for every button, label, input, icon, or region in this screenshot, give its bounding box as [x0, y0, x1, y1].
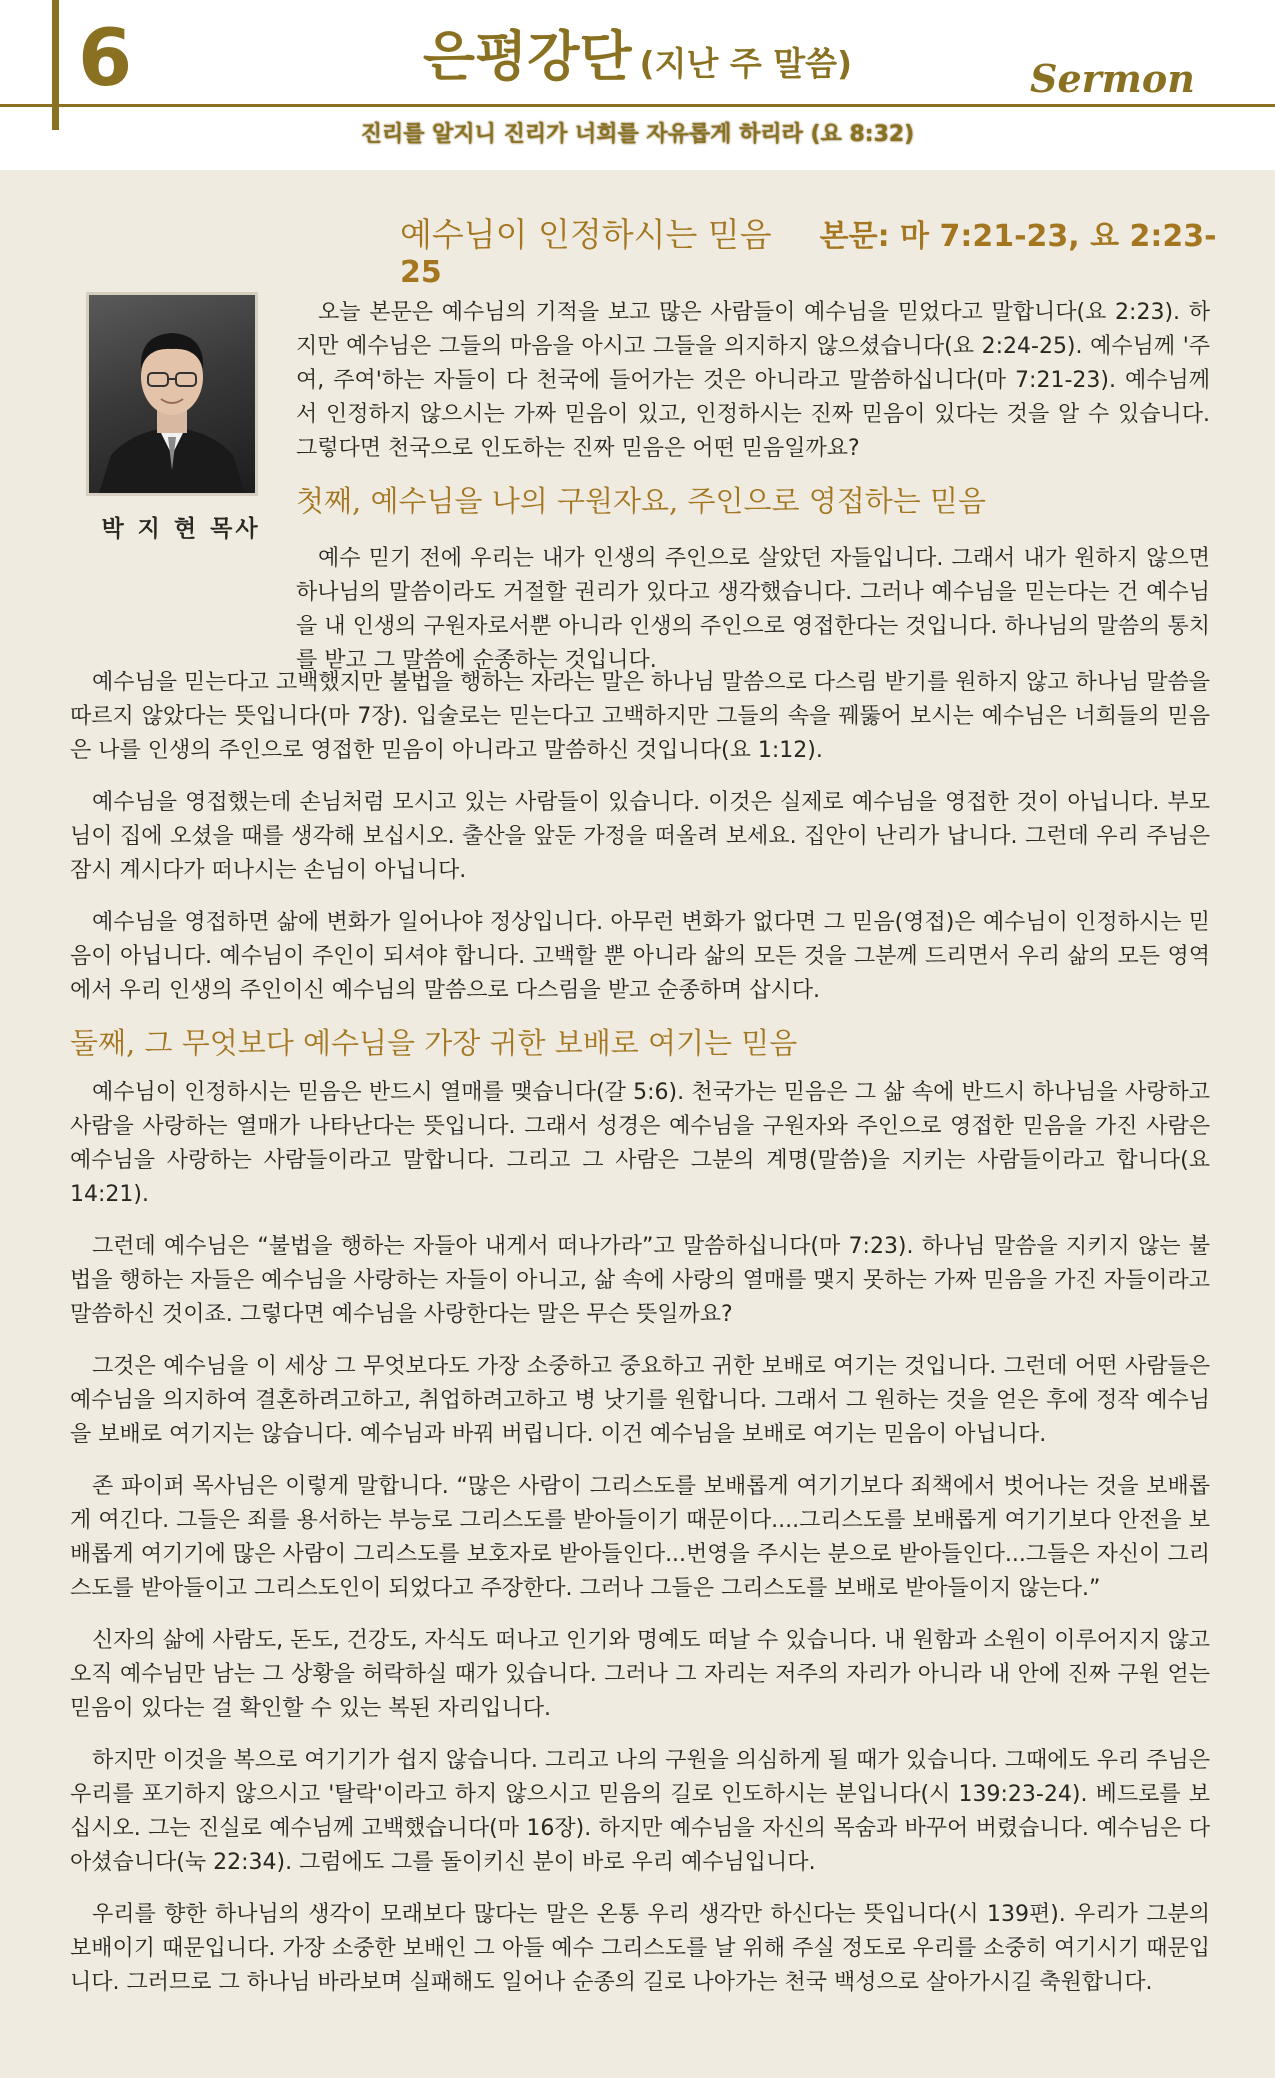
paragraph-1-text: 예수 믿기 전에 우리는 내가 인생의 주인으로 살았던 자들입니다. 그래서 내가 원하지 않으면 하나님의 말씀이라도 거절할 권리가 있다고 생각했습니다. 그러나 예수님을 믿는다는 건 예수님을 내 인생의 구원자로서뿐 아니라 인생의 주인으로 영접한다는 것입니다. 하나님의 말씀의 통치를 받고 그 말씀에 순종하는 것입니다. [296, 546, 1210, 673]
paragraph-10: 하지만 이것을 복으로 여기기가 쉽지 않습니다. 그리고 나의 구원을 의심하게 될 때가 있습니다. 그때에도 우리 주님은 우리를 포기하지 않으시고 '탈락'이라고 하지 않으시고 믿음의 길로 인도하시는 분입니다(시 139:23-24). 베드로를 보십시오. 그는 진실로 예수님께 고백했습니다(마 16장). 하지만 예수님을 자신의 목숨과 바꾸어 버렸습니다. 예수님은 다 아셨습니다(눅 22:34). 그럼에도 그를 돌이키신 분이 바로 우리 예수님입니다. [70, 1748, 1210, 1875]
header-verse: 진리를 알지니 진리가 너희를 자유롭게 하리라 (요 8:32) [360, 122, 915, 147]
paragraph-11: 우리를 향한 하나님의 생각이 모래보다 많다는 말은 온통 우리 생각만 하신다는 뜻입니다(시 139편). 우리가 그분의 보배이기 때문입니다. 가장 소중한 보배인 그 아들 예수 그리스도를 날 위해 주실 정도로 우리를 소중히 여기시기 때문입니다. 그러므로 그 하나님 바라보며 실패해도 일어나 순종의 길로 나아가는 천국 백성으로 살아가시길 축원합니다. [70, 1902, 1210, 1995]
scripture-reference: 본문: 마 7:21-23, 요 2:23-25 [400, 219, 1217, 290]
first-section-start [296, 542, 1210, 678]
paragraph-2: 예수님을 믿는다고 고백했지만 불법을 행하는 자라는 말은 하나님 말씀으로 다스림 받기를 원하지 않고 하나님 말씀을 따르지 않았다는 뜻입니다(마 7장). 입술로는 믿는다고 고백하지만 그들의 속을 꿰뚫어 보시는 예수님은 너희들의 믿음은 나를 인생의 주인으로 영접한 믿음이 아니라고 말씀하신 것입니다(요 1:12). [70, 670, 1211, 763]
header-horizontal-rule [0, 104, 1275, 107]
intro-block [296, 296, 1210, 518]
paragraph-4: 예수님을 영접하면 삶에 변화가 일어나야 정상입니다. 아무런 변화가 없다면 그 믿음(영접)은 예수님이 인정하시는 믿음이 아닙니다. 예수님이 주인이 되셔야 합니다. 고백할 뿐 아니라 삶의 모든 것을 그분께 드리면서 우리 삶의 모든 영역에서 우리 인생의 주인이신 예수님의 말씀으로 다스림을 받고 순종하며 삽시다. [70, 910, 1210, 1003]
pastor-name: 박 지 현 목사 [101, 516, 261, 542]
heading-second: 둘째, 그 무엇보다 예수님을 가장 귀한 보배로 여기는 믿음 [70, 1026, 798, 1060]
sermon-title-row [400, 215, 1230, 291]
intro-paragraph: 오늘 본문은 예수님의 기적을 보고 많은 사람들이 예수님을 믿었다고 말합니다(요 2:23). 하지만 예수님은 그들의 마음을 아시고 그들을 의지하지 않으셨습니다(요 2:24-25). 예수님께 '주여, 주여'하는 자들이 다 천국에 들어가는 것은 아니라고 말씀하십니다(마 7:21-23). 예수님께서 인정하지 않으시는 가짜 믿음이 있고, 인정하시는 진짜 믿음이 있다는 것을 알 수 있습니다. 그렇다면 천국으로 인도하는 진짜 믿음은 어떤 믿음일까요? [296, 300, 1210, 461]
section-title-main: 은평강단 [422, 25, 632, 88]
paragraph-3: 예수님을 영접했는데 손님처럼 모시고 있는 사람들이 있습니다. 이것은 실제로 예수님을 영접한 것이 아닙니다. 부모님이 집에 오셨을 때를 생각해 보십시오. 출산을 앞둔 가정을 떠올려 보세요. 집안이 난리가 납니다. 그런데 우리 주님은 잠시 계시다가 떠나시는 손님이 아닙니다. [70, 790, 1210, 883]
page-header [0, 0, 1275, 170]
paragraph-7: 그것은 예수님을 이 세상 그 무엇보다도 가장 소중하고 중요하고 귀한 보배로 여기는 것입니다. 그런데 어떤 사람들은 예수님을 의지하여 결혼하려고하고, 취업하려고하고 병 낫기를 원합니다. 그래서 그 원하는 것을 얻은 후에 정작 예수님을 보배로 여기지는 않습니다. 예수님과 바꿔 버립니다. 이건 예수님을 보배로 여기는 믿음이 아닙니다. [70, 1354, 1210, 1447]
paragraph-6: 그런데 예수님은 “불법을 행하는 자들아 내게서 떠나가라”고 말씀하십니다(마 7:23). 하나님 말씀을 지키지 않는 불법을 행하는 자들은 예수님을 사랑하는 자들이 아니고, 삶 속에 사랑의 열매를 맺지 못하는 가짜 믿음을 가진 자들이라고 말씀하신 것이죠. 그렇다면 예수님을 사랑한다는 말은 무슨 뜻일까요? [70, 1234, 1210, 1327]
sermon-title: 예수님이 인정하시는 믿음 [400, 215, 772, 254]
paragraph-5: 예수님이 인정하시는 믿음은 반드시 열매를 맺습니다(갈 5:6). 천국가는 믿음은 그 삶 속에 반드시 하나님을 사랑하고 사람을 사랑하는 열매가 나타난다는 뜻입니다. 그래서 성경은 예수님을 구원자와 주인으로 영접한 믿음을 가진 사람은 예수님을 사랑하는 사람들이라고 말합니다. 그리고 그 사람은 그분의 계명(말씀)을 지키는 사람들이라고 합니다(요 14:21). [70, 1080, 1210, 1207]
section-title-sub: (지난 주 말씀) [639, 44, 853, 83]
pastor-photo [86, 292, 258, 496]
paragraph-1 [296, 542, 1210, 678]
sermon-label: Sermon [1030, 56, 1195, 101]
paragraph-8: 존 파이퍼 목사님은 이렇게 말합니다. “많은 사람이 그리스도를 보배롭게 여기기보다 죄책에서 벗어나는 것을 보배롭게 여긴다. 그들은 죄를 용서하는 부능로 그리스도를 받아들이기 때문이다....그리스도를 보배롭게 여기기보다 안전을 보배롭게 여기기에 많은 사람이 그리스도를 보호자로 받아들인다...번영을 주시는 분으로 받아들인다...그들은 자신이 그리스도를 받아들이고 그리스도인이 되었다고 주장한다. 그러나 그들은 그리스도를 보배로 받아들이지 않는다.” [70, 1474, 1210, 1601]
heading-first: 첫째, 예수님을 나의 구원자요, 주인으로 영접하는 믿음 [296, 484, 987, 518]
paragraph-9: 신자의 삶에 사람도, 돈도, 건강도, 자식도 떠나고 인기와 명예도 떠날 수 있습니다. 내 원함과 소원이 이루어지지 않고 오직 예수님만 남는 그 상황을 허락하실 때가 있습니다. 그러나 그 자리는 저주의 자리가 아니라 내 안에 진짜 구원 얻는 믿음이 있다는 걸 확인할 수 있는 복된 자리입니다. [70, 1628, 1210, 1721]
page-number: 6 [78, 14, 133, 104]
main-body [70, 666, 1210, 2018]
